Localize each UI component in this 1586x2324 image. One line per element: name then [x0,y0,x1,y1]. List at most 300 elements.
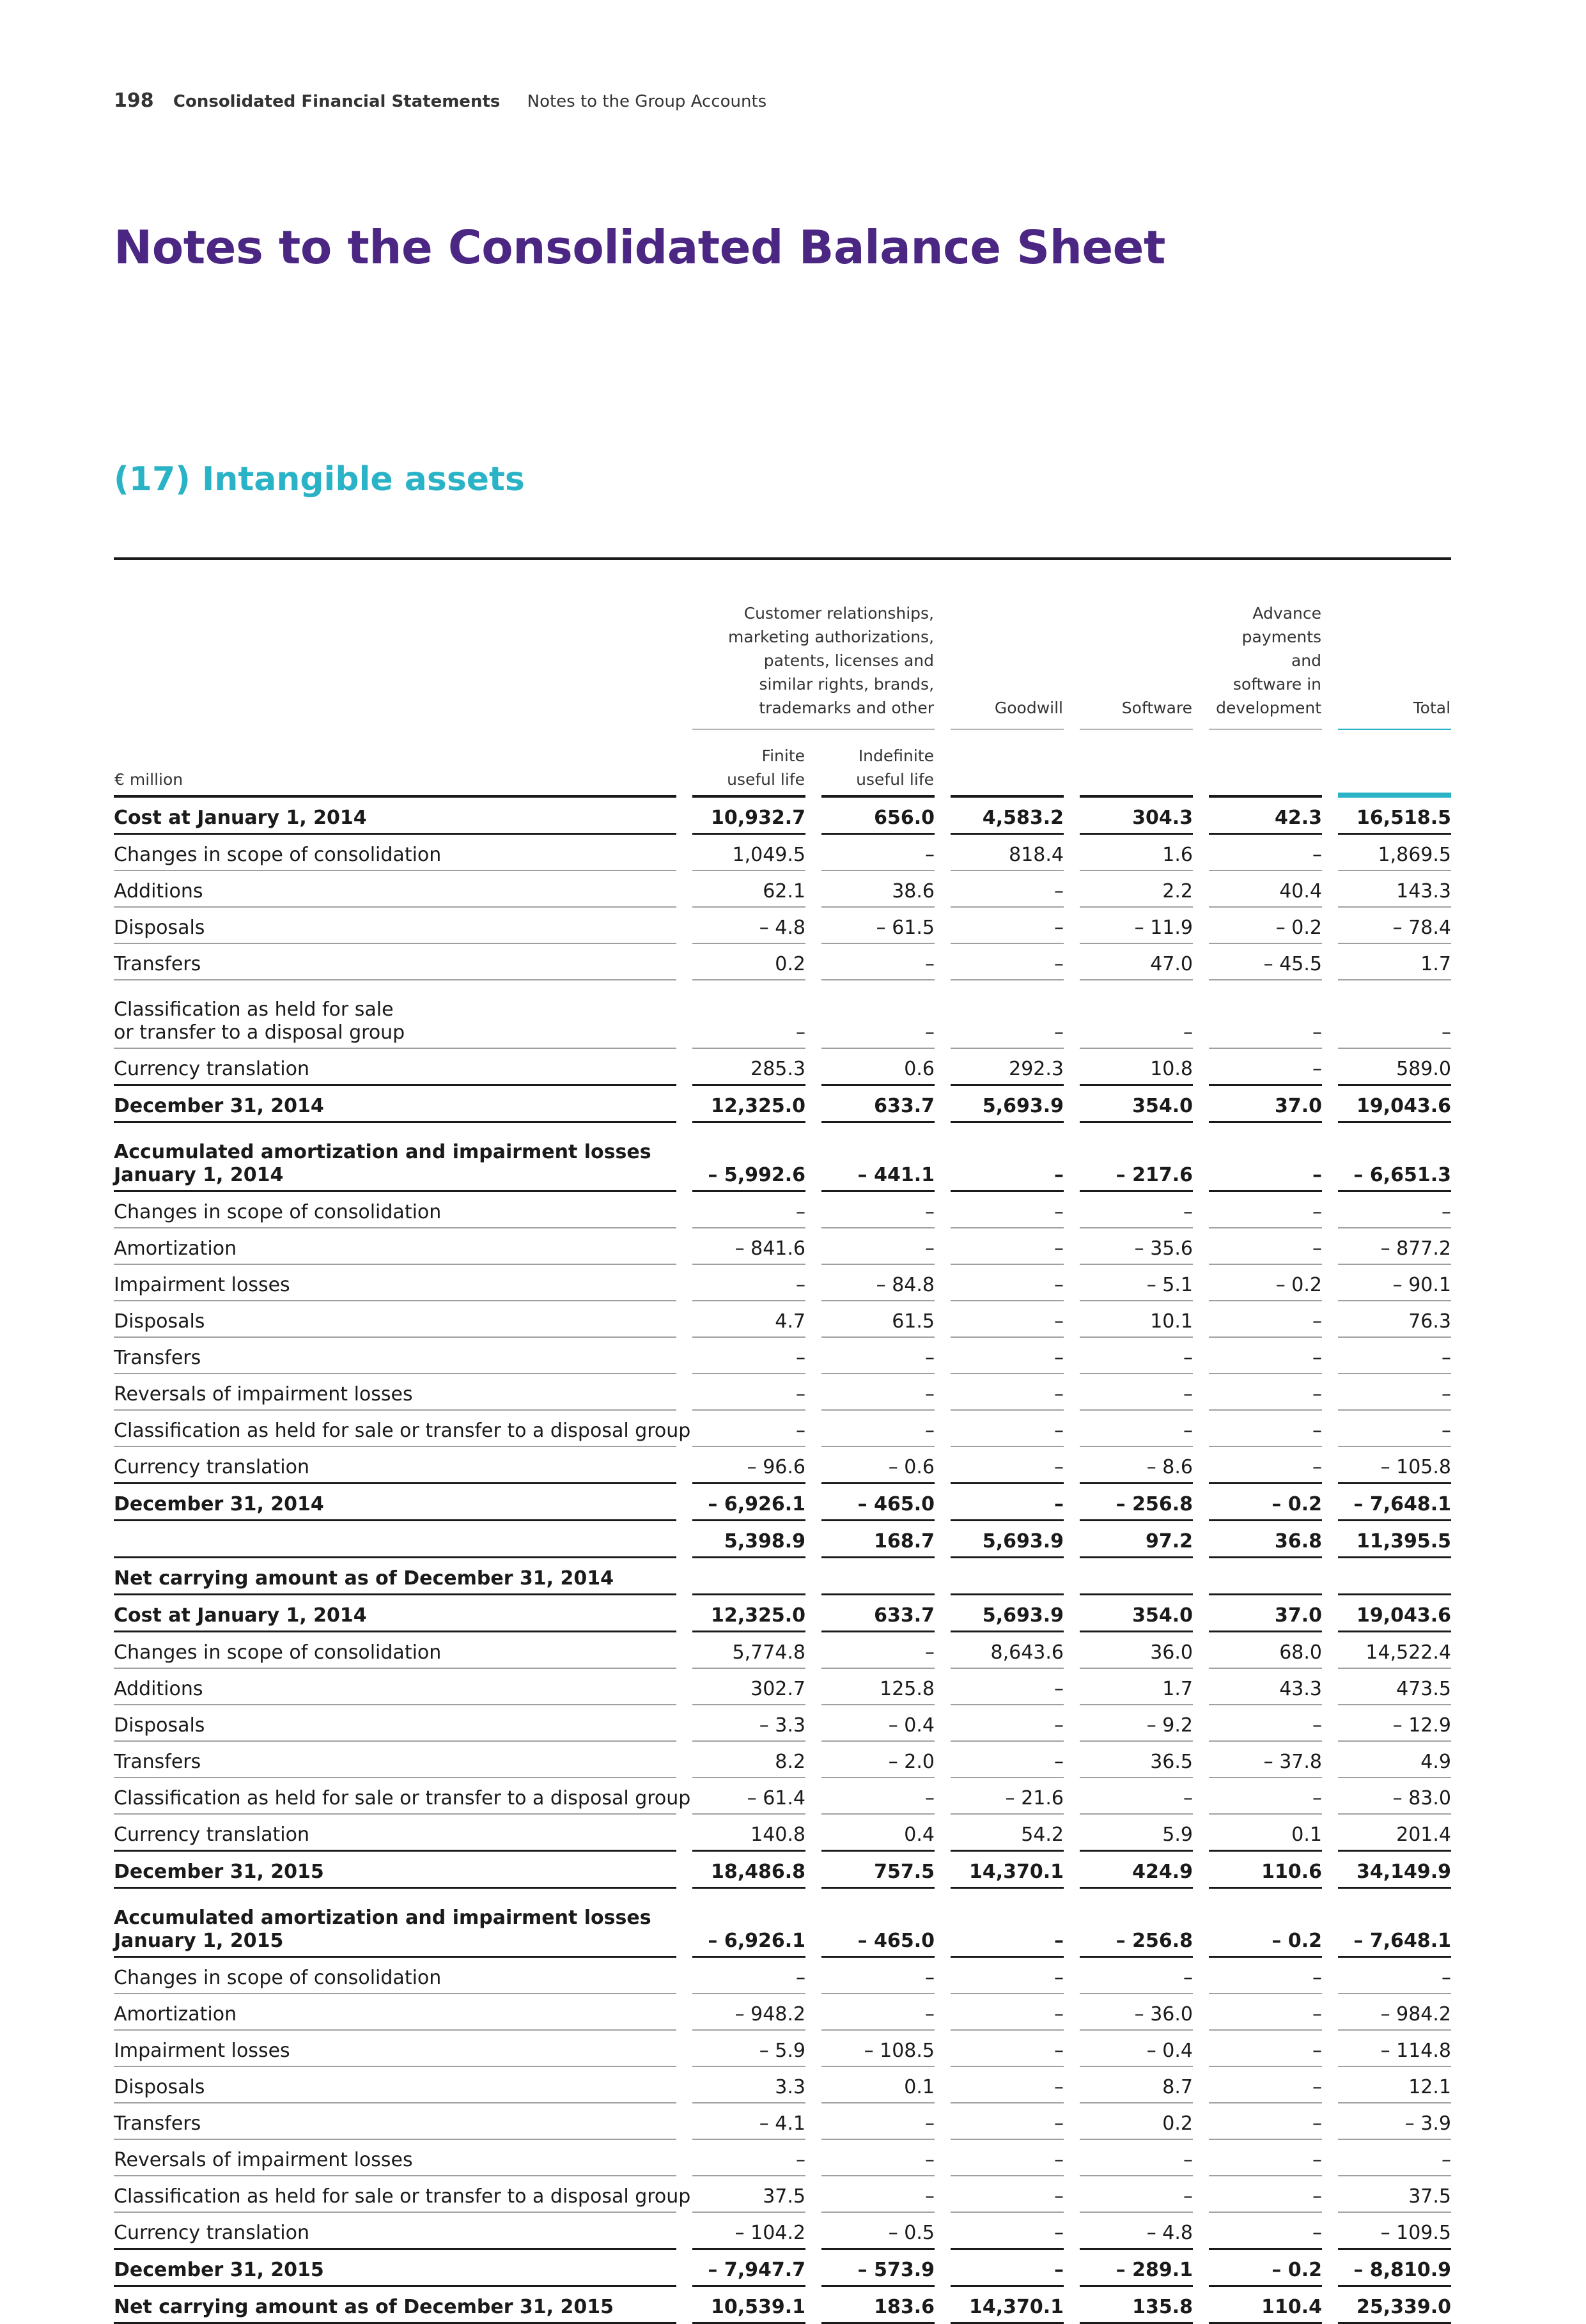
cell-value: – 61.5 [821,908,935,944]
cell-value: – [1080,1338,1193,1374]
cell-value: 12,325.0 [692,1595,805,1632]
cell-value: – [1338,980,1451,1049]
cell-value: – [1080,2140,1193,2176]
cell-value: – [692,1411,805,1447]
cell-value: – [951,2031,1064,2067]
cell-value: – 0.2 [1209,1484,1322,1521]
table-row [114,2140,1451,2176]
cell-value: – [951,2250,1064,2287]
table-row [114,1521,1451,1558]
cell-value: 201.4 [1338,1815,1451,1852]
cell-value: – [692,2140,805,2176]
cell-value: – [1209,1192,1322,1228]
cell-value: 4.7 [692,1301,805,1338]
table-row [114,1632,1451,1669]
cell-value: – [692,1192,805,1228]
row-label: Transfers [114,944,676,980]
cell-value: – [821,1778,935,1815]
cell-value: – [951,2103,1064,2140]
cell-value: – [951,2140,1064,2176]
row-label: Amortization [114,1994,676,2031]
cell-value: 354.0 [1080,1086,1193,1123]
table-row [114,1595,1451,1632]
cell-value: – 948.2 [692,1994,805,2031]
cell-value: 3.3 [692,2067,805,2103]
row-label: Changes in scope of consolidation [114,1192,676,1228]
cell-value: 38.6 [821,871,935,908]
col-header-software: Software [1080,601,1193,730]
row-label: Net carrying amount as of December 31, 2014 [114,1558,676,1595]
cell-value: 54.2 [951,1815,1064,1852]
cell-value: – 0.4 [1080,2031,1193,2067]
row-label: Currency translation [114,1815,676,1852]
top-rule [114,557,1451,560]
cell-value: 19,043.6 [1338,1086,1451,1123]
cell-value: – [1209,1447,1322,1484]
table-row [114,2103,1451,2140]
table-row [114,1778,1451,1815]
cell-value: 37.0 [1209,1086,1322,1123]
cell-value: – [1209,1958,1322,1994]
cell-value: 589.0 [1338,1049,1451,1086]
table-row [114,908,1451,944]
cell-value: – [821,1632,935,1669]
cell-value: – 984.2 [1338,1994,1451,2031]
cell-value [1209,1558,1322,1595]
row-label: Reversals of impairment losses [114,1374,676,1411]
cell-value: – [951,871,1064,908]
page-title: Notes to the Consolidated Balance Sheet [114,221,1165,274]
cell-value: – [1080,1192,1193,1228]
cell-value: – [1209,1411,1322,1447]
cell-value: 633.7 [821,1595,935,1632]
cell-value: 8.7 [1080,2067,1193,2103]
table-row [114,1086,1451,1123]
row-label: Disposals [114,1301,676,1338]
table-row [114,1374,1451,1411]
cell-value: – [692,1338,805,1374]
cell-value: – [1338,1958,1451,1994]
table-row [114,2250,1451,2287]
cell-value: – 105.8 [1338,1447,1451,1484]
cell-value: – [951,1411,1064,1447]
cell-value: – 35.6 [1080,1228,1193,1265]
intangible-assets-table [114,601,1451,2324]
cell-value: 47.0 [1080,944,1193,980]
table-row [114,1852,1451,1889]
table-row [114,1484,1451,1521]
cell-value: – [1080,1411,1193,1447]
cell-value: – [1209,2176,1322,2213]
page-number: 198 [114,89,154,112]
cell-value: 97.2 [1080,1521,1193,1558]
cell-value: – [821,1994,935,2031]
table-row [114,1742,1451,1778]
cell-value: – [1338,1374,1451,1411]
cell-value: – 5,992.6 [692,1123,805,1192]
cell-value: – [1080,1374,1193,1411]
cell-value: – 114.8 [1338,2031,1451,2067]
cell-value: 183.6 [821,2287,935,2324]
sub-header-row [114,730,1451,798]
cell-value: – [1209,1123,1322,1192]
cell-value: – [1209,1778,1322,1815]
cell-value: – [951,1374,1064,1411]
cell-value: – [951,908,1064,944]
cell-value: – 6,926.1 [692,1889,805,1958]
table-row [114,1558,1451,1595]
cell-value: – [1338,1192,1451,1228]
cell-value: 36.0 [1080,1632,1193,1669]
cell-value: – 61.4 [692,1778,805,1815]
cell-value: – 104.2 [692,2213,805,2250]
cell-value: – 83.0 [1338,1778,1451,1815]
cell-value: – [1209,835,1322,871]
cell-value: – 0.4 [821,1705,935,1742]
cell-value: 140.8 [692,1815,805,1852]
cell-value: – 6,651.3 [1338,1123,1451,1192]
cell-value: – [821,2140,935,2176]
cell-value: – [951,1228,1064,1265]
cell-value: – 90.1 [1338,1265,1451,1301]
cell-value: – [821,1958,935,1994]
row-label: December 31, 2015 [114,1852,676,1889]
row-label: Accumulated amortization and impairment losses January 1, 2014 [114,1123,676,1192]
cell-value: 8,643.6 [951,1632,1064,1669]
cell-value: 34,149.9 [1338,1852,1451,1889]
cell-value: – 3.9 [1338,2103,1451,2140]
cell-value: – 12.9 [1338,1705,1451,1742]
row-label: Classification as held for sale or transfer to a disposal group [114,1411,676,1447]
cell-value: 76.3 [1338,1301,1451,1338]
cell-value: 5,398.9 [692,1521,805,1558]
cell-value: – 84.8 [821,1265,935,1301]
table-row [114,1123,1451,1192]
cell-value: 10.8 [1080,1049,1193,1086]
cell-value: 424.9 [1080,1852,1193,1889]
cell-value: – [1209,2103,1322,2140]
cell-value: – [1209,1374,1322,1411]
cell-value: – [951,1447,1064,1484]
table-row [114,980,1451,1049]
cell-value: – 256.8 [1080,1484,1193,1521]
cell-value: – [1080,980,1193,1049]
cell-value: – [1209,1705,1322,1742]
cell-value: 4,583.2 [951,798,1064,835]
table-row [114,1705,1451,1742]
cell-value: – [1209,2067,1322,2103]
row-label: Cost at January 1, 2014 [114,798,676,835]
table-row [114,1192,1451,1228]
cell-value: 68.0 [1209,1632,1322,1669]
cell-value: – 8.6 [1080,1447,1193,1484]
cell-value: – [951,1192,1064,1228]
table-row [114,1994,1451,2031]
row-label: Disposals [114,2067,676,2103]
cell-value [692,1558,805,1595]
cell-value: – [821,2176,935,2213]
table-row [114,1669,1451,1705]
cell-value: 0.1 [821,2067,935,2103]
cell-value: – 0.5 [821,2213,935,2250]
row-label: Changes in scope of consolidation [114,1632,676,1669]
table-row [114,1815,1451,1852]
table-row [114,1265,1451,1301]
cell-value: 62.1 [692,871,805,908]
cell-value: – [821,835,935,871]
cell-value: 5,693.9 [951,1086,1064,1123]
cell-value: 285.3 [692,1049,805,1086]
cell-value: – [821,1338,935,1374]
cell-value [821,1558,935,1595]
cell-value: – [692,1374,805,1411]
cell-value: 18,486.8 [692,1852,805,1889]
cell-value: – [951,1889,1064,1958]
cell-value: 0.4 [821,1815,935,1852]
cell-value: – 217.6 [1080,1123,1193,1192]
table-row [114,1411,1451,1447]
row-label: Changes in scope of consolidation [114,835,676,871]
cell-value: – [951,1484,1064,1521]
cell-value: – [1209,2213,1322,2250]
cell-value: 5.9 [1080,1815,1193,1852]
cell-value: 302.7 [692,1669,805,1705]
cell-value: – 78.4 [1338,908,1451,944]
cell-value: 1.7 [1338,944,1451,980]
table-row [114,835,1451,871]
cell-value: 818.4 [951,835,1064,871]
row-label: Reversals of impairment losses [114,2140,676,2176]
cell-value: – 96.6 [692,1447,805,1484]
table-row [114,1301,1451,1338]
cell-value: – [821,1192,935,1228]
row-label: December 31, 2014 [114,1484,676,1521]
col-header-customer-relationships: Customer relationships, marketing authorizations, patents, licenses and similar rights, brands, trademarks and other [692,601,935,730]
cell-value: 5,693.9 [951,1595,1064,1632]
row-label: Additions [114,871,676,908]
cell-value: – 5.1 [1080,1265,1193,1301]
table-row [114,2176,1451,2213]
row-label: Changes in scope of consolidation [114,1958,676,1994]
row-label: Cost at January 1, 2014 [114,1595,676,1632]
cell-value: – [951,1742,1064,1778]
cell-value: – [821,1228,935,1265]
cell-value: – 256.8 [1080,1889,1193,1958]
cell-value: – [1080,2176,1193,2213]
cell-value: 37.0 [1209,1595,1322,1632]
row-label: Classification as held for sale or transfer to a disposal group [114,1778,676,1815]
table-row [114,2287,1451,2324]
cell-value: – [1209,980,1322,1049]
cell-value: – 5.9 [692,2031,805,2067]
cell-value: – 7,648.1 [1338,1484,1451,1521]
cell-value: – [692,1265,805,1301]
cell-value: – 441.1 [821,1123,935,1192]
cell-value: 14,370.1 [951,2287,1064,2324]
cell-value: – [951,944,1064,980]
cell-value: 8.2 [692,1742,805,1778]
cell-value: – [951,2213,1064,2250]
cell-value: 110.4 [1209,2287,1322,2324]
cell-value: – [1080,1958,1193,1994]
cell-value: 135.8 [1080,2287,1193,2324]
cell-value: 125.8 [821,1669,935,1705]
table-row [114,798,1451,835]
cell-value [951,1558,1064,1595]
row-label: December 31, 2015 [114,2250,676,2287]
cell-value: 1.7 [1080,1669,1193,1705]
cell-value: – [951,1994,1064,2031]
cell-value: – [1209,1049,1322,1086]
cell-value: 10,932.7 [692,798,805,835]
cell-value: – 37.8 [1209,1742,1322,1778]
cell-value: 143.3 [1338,871,1451,908]
cell-value: – 877.2 [1338,1228,1451,1265]
row-label: Currency translation [114,2213,676,2250]
cell-value: 0.2 [692,944,805,980]
cell-value: – [1338,2140,1451,2176]
cell-value: 633.7 [821,1086,935,1123]
cell-value: 473.5 [1338,1669,1451,1705]
row-label: Amortization [114,1228,676,1265]
table-row [114,1958,1451,1994]
cell-value: – 0.2 [1209,1889,1322,1958]
row-label: Impairment losses [114,2031,676,2067]
cell-value: 10,539.1 [692,2287,805,2324]
cell-value: – 108.5 [821,2031,935,2067]
cell-value: – [1209,1228,1322,1265]
row-label [114,1521,676,1558]
cell-value: – [951,1338,1064,1374]
cell-value: 168.7 [821,1521,935,1558]
col-header-goodwill: Goodwill [951,601,1064,730]
table-row [114,2067,1451,2103]
table-row [114,944,1451,980]
cell-value: 61.5 [821,1301,935,1338]
cell-value: – [692,1958,805,1994]
cell-value: – [951,1669,1064,1705]
table-row [114,1228,1451,1265]
cell-value: 2.2 [1080,871,1193,908]
cell-value: 0.2 [1080,2103,1193,2140]
cell-value: – 4.8 [1080,2213,1193,2250]
cell-value: – 7,648.1 [1338,1889,1451,1958]
cell-value: 1,049.5 [692,835,805,871]
row-label: Classification as held for sale or transfer to a disposal group [114,980,676,1049]
cell-value: 12.1 [1338,2067,1451,2103]
cell-value: – [951,1123,1064,1192]
row-label: Disposals [114,908,676,944]
cell-value: – 841.6 [692,1228,805,1265]
cell-value: 304.3 [1080,798,1193,835]
cell-value: – [951,1705,1064,1742]
cell-value: 5,774.8 [692,1632,805,1669]
cell-value: – 289.1 [1080,2250,1193,2287]
cell-value: 1.6 [1080,835,1193,871]
cell-value: – [951,1301,1064,1338]
cell-value: 1,869.5 [1338,835,1451,871]
cell-value: – [1209,1994,1322,2031]
cell-value: 36.8 [1209,1521,1322,1558]
cell-value: – 4.1 [692,2103,805,2140]
cell-value: 19,043.6 [1338,1595,1451,1632]
cell-value: – 109.5 [1338,2213,1451,2250]
cell-value: – 0.2 [1209,2250,1322,2287]
unit-label: € million [114,730,676,798]
section-title: (17) Intangible assets [114,460,525,499]
cell-value: – [951,980,1064,1049]
cell-value: 12,325.0 [692,1086,805,1123]
cell-value: 0.1 [1209,1815,1322,1852]
row-label: Transfers [114,1338,676,1374]
cell-value: 14,370.1 [951,1852,1064,1889]
table-row [114,2031,1451,2067]
section-name: Consolidated Financial Statements [173,92,501,111]
row-label: Transfers [114,1742,676,1778]
cell-value: – [821,980,935,1049]
cell-value: 292.3 [951,1049,1064,1086]
cell-value: – 45.5 [1209,944,1322,980]
cell-value: – [951,1265,1064,1301]
cell-value: – 3.3 [692,1705,805,1742]
cell-value: – [1080,1778,1193,1815]
cell-value: 10.1 [1080,1301,1193,1338]
cell-value [1338,1558,1451,1595]
cell-value: – [1209,1338,1322,1374]
cell-value: – [821,2103,935,2140]
cell-value: – 0.2 [1209,1265,1322,1301]
row-label: Currency translation [114,1049,676,1086]
cell-value: 656.0 [821,798,935,835]
cell-value: – 7,947.7 [692,2250,805,2287]
cell-value: – 8,810.9 [1338,2250,1451,2287]
row-label: Classification as held for sale or transfer to a disposal group [114,2176,676,2213]
row-label: Disposals [114,1705,676,1742]
cell-value: 757.5 [821,1852,935,1889]
cell-value: – 0.6 [821,1447,935,1484]
row-label: Accumulated amortization and impairment losses January 1, 2015 [114,1889,676,1958]
cell-value: – 465.0 [821,1484,935,1521]
subsection-name: Notes to the Group Accounts [527,92,767,111]
sub-header-finite: Finite useful life [692,730,805,798]
cell-value [1080,1558,1193,1595]
cell-value: – 0.2 [1209,908,1322,944]
cell-value: – 573.9 [821,2250,935,2287]
cell-value: – 465.0 [821,1889,935,1958]
row-label: Impairment losses [114,1265,676,1301]
cell-value: 37.5 [1338,2176,1451,2213]
cell-value: 14,522.4 [1338,1632,1451,1669]
column-header-row [114,601,1451,730]
table-row [114,1889,1451,1958]
cell-value: – [951,2067,1064,2103]
cell-value: – [692,980,805,1049]
table-row [114,1049,1451,1086]
cell-value: – [1338,1338,1451,1374]
cell-value: 11,395.5 [1338,1521,1451,1558]
row-label: December 31, 2014 [114,1086,676,1123]
table-row [114,1338,1451,1374]
cell-value: – [1209,1301,1322,1338]
row-label: Additions [114,1669,676,1705]
running-header [114,89,766,112]
sub-header-indefinite: Indefinite useful life [821,730,935,798]
cell-value: – [821,1411,935,1447]
cell-value: – 21.6 [951,1778,1064,1815]
row-label: Currency translation [114,1447,676,1484]
table-row [114,871,1451,908]
cell-value: – 4.8 [692,908,805,944]
